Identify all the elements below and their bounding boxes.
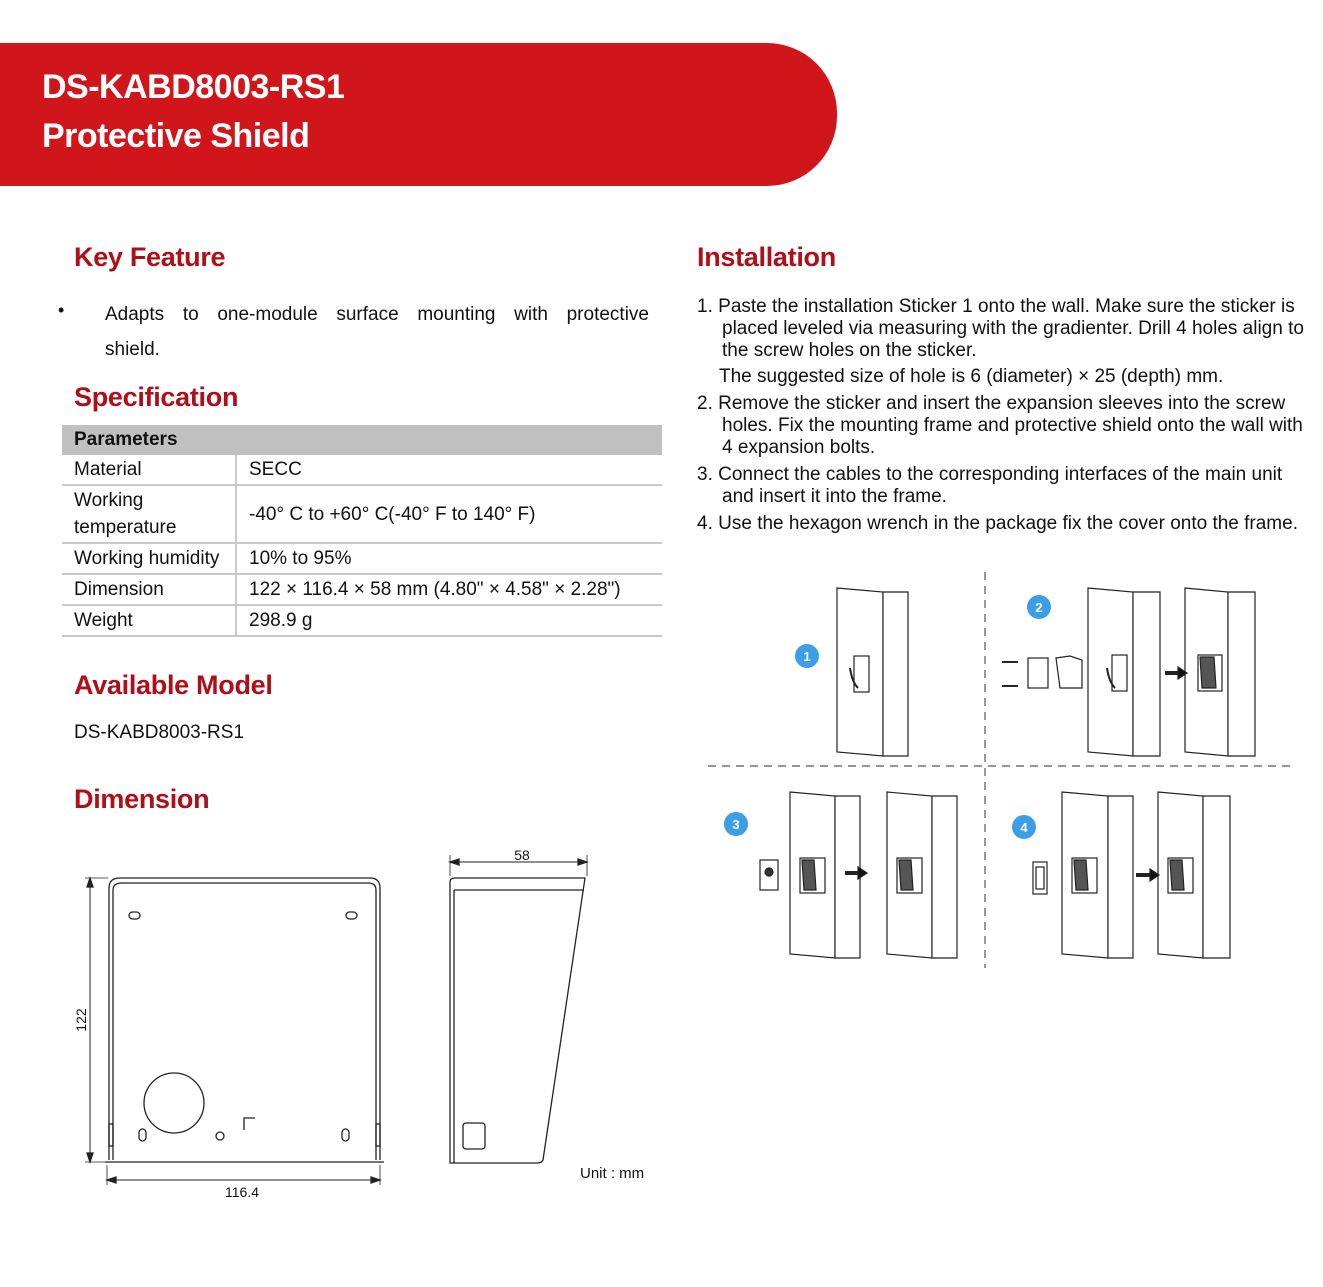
product-model-title: DS-KABD8003-RS1 bbox=[42, 68, 345, 106]
installation-diagram bbox=[700, 570, 1300, 970]
available-model-value: DS-KABD8003-RS1 bbox=[74, 722, 245, 743]
installation-step bbox=[697, 464, 1307, 508]
installation-steps bbox=[697, 296, 1307, 540]
svg-text:3: 3 bbox=[732, 817, 740, 832]
table-header: Parameters bbox=[62, 425, 662, 455]
depth-dimension-label: 58 bbox=[514, 847, 530, 863]
spec-value: 298.9 g bbox=[236, 605, 662, 636]
table-row bbox=[62, 605, 662, 636]
table-row bbox=[62, 455, 662, 485]
step4-illustration bbox=[1033, 792, 1230, 958]
svg-text:4: 4 bbox=[1020, 820, 1028, 835]
spec-value: -40° C to +60° C(-40° F to 140° F) bbox=[236, 485, 662, 543]
dimension-heading: Dimension bbox=[74, 784, 210, 814]
key-feature-heading: Key Feature bbox=[74, 242, 226, 272]
header-banner bbox=[0, 43, 837, 186]
spec-label: Weight bbox=[62, 605, 236, 636]
step-text: Paste the installation Sticker 1 onto the wall. Make sure the sticker is placed leveled via measuring with the gradienter. Drill 4 holes align to the screw holes on the sticker. bbox=[718, 296, 1304, 361]
installation-step bbox=[697, 513, 1307, 535]
height-dimension-label: 122 bbox=[73, 1008, 89, 1032]
spec-label: Working temperature bbox=[62, 485, 236, 543]
step-number: 1. bbox=[697, 296, 713, 317]
step1-illustration bbox=[837, 588, 908, 756]
spec-label: Dimension bbox=[62, 574, 236, 605]
installation-heading: Installation bbox=[697, 242, 836, 272]
step-number: 3. bbox=[697, 464, 713, 485]
step3-illustration bbox=[760, 792, 957, 958]
specification-heading: Specification bbox=[74, 382, 239, 412]
specification-table bbox=[62, 425, 662, 637]
width-dimension-label: 116.4 bbox=[225, 1184, 259, 1200]
front-view-drawing bbox=[85, 878, 384, 1185]
svg-text:1: 1 bbox=[803, 649, 811, 664]
table-row bbox=[62, 485, 662, 543]
svg-text:2: 2 bbox=[1035, 600, 1043, 615]
side-view-drawing bbox=[450, 855, 587, 1163]
step-text: Connect the cables to the corresponding interfaces of the main unit and insert it into the frame. bbox=[718, 464, 1283, 507]
table-row bbox=[62, 543, 662, 574]
step-note: The suggested size of hole is 6 (diameter) × 25 (depth) mm. bbox=[719, 366, 1224, 387]
key-feature-item: Adapts to one-module surface mounting with protective shield. bbox=[105, 304, 649, 360]
step-number: 4. bbox=[697, 513, 713, 534]
installation-step bbox=[697, 296, 1307, 388]
step-text: Remove the sticker and insert the expansion sleeves into the screw holes. Fix the mounting frame and protective shield onto the wall with 4 expansion bolts. bbox=[718, 393, 1303, 458]
table-row bbox=[62, 574, 662, 605]
product-name-title: Protective Shield bbox=[42, 117, 310, 155]
installation-step bbox=[697, 393, 1307, 459]
spec-value: 10% to 95% bbox=[236, 543, 662, 574]
dimension-drawing bbox=[60, 840, 660, 1210]
unit-label: Unit : mm bbox=[580, 1165, 645, 1182]
available-model-heading: Available Model bbox=[74, 670, 273, 700]
spec-label: Working humidity bbox=[62, 543, 236, 574]
bullet-icon: • bbox=[58, 300, 65, 320]
step-text: Use the hexagon wrench in the package fix the cover onto the frame. bbox=[718, 513, 1298, 534]
step-number: 2. bbox=[697, 393, 713, 414]
spec-value: SECC bbox=[236, 455, 662, 485]
spec-label: Material bbox=[62, 455, 236, 485]
spec-value: 122 × 116.4 × 58 mm (4.80" × 4.58" × 2.28") bbox=[236, 574, 662, 605]
